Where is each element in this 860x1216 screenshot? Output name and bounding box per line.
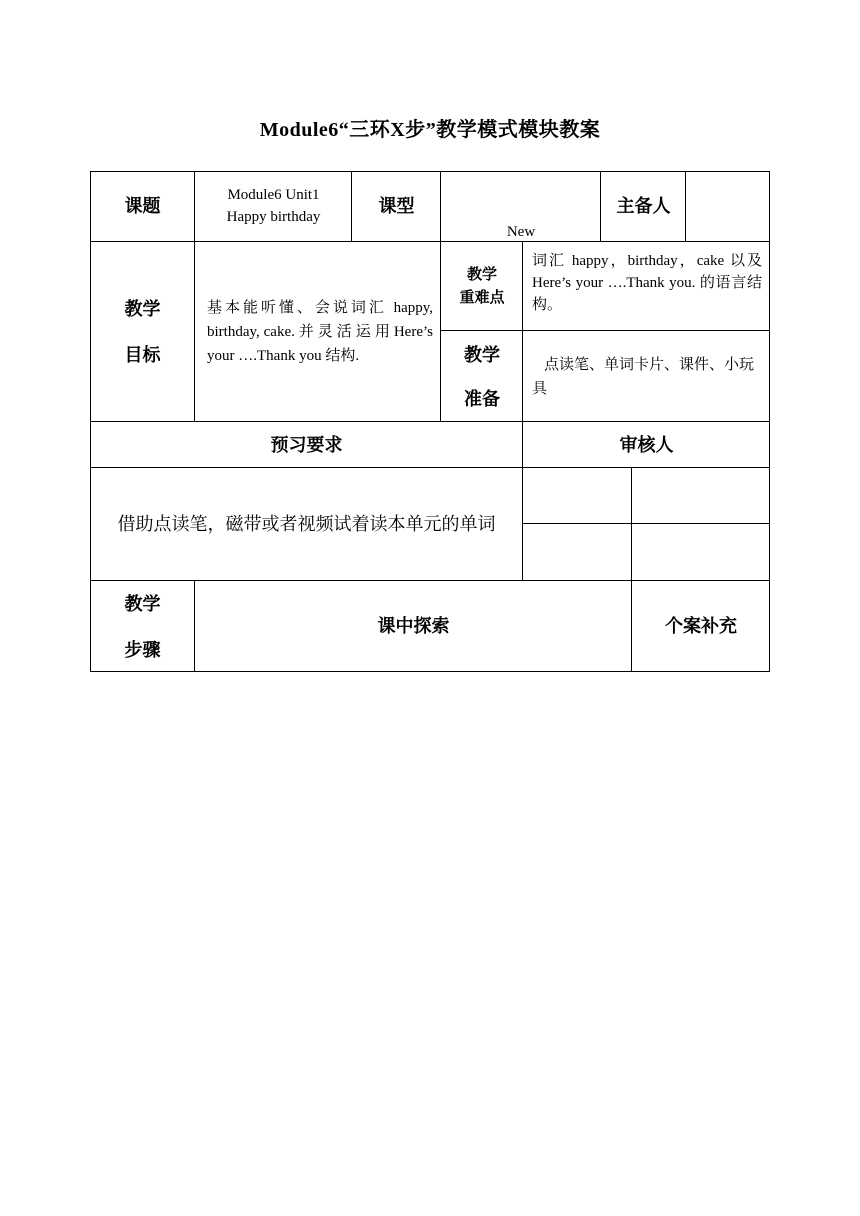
prep-text bbox=[523, 331, 770, 422]
reviewer-cell-4 bbox=[632, 524, 770, 581]
keypoints-label-line2: 重难点 bbox=[459, 289, 505, 306]
type-value-text: New bbox=[506, 223, 536, 240]
steps-label-line1: 教学 bbox=[124, 593, 161, 614]
prep-text-content: 点读笔、单词卡片、课件、小玩具 bbox=[532, 356, 755, 397]
reviewer-label: 审核人 bbox=[619, 434, 674, 455]
keypoints-label bbox=[441, 242, 523, 331]
prep-label bbox=[441, 331, 523, 422]
preview-label: 预习要求 bbox=[270, 434, 343, 455]
goal-label-line1: 教学 bbox=[124, 299, 161, 319]
preparer-value bbox=[686, 171, 770, 242]
goal-text-content: 基本能听懂、会说词汇 happy, birthday, cake. 并 灵 活 运 用 Here’s your ….Thank you 结构. bbox=[207, 300, 433, 364]
type-value bbox=[441, 171, 601, 242]
goal-label bbox=[90, 242, 195, 422]
type-label: 课型 bbox=[378, 196, 415, 216]
steps-label bbox=[90, 581, 195, 672]
keypoints-text-content: 词汇 happy，birthday，cake 以及 Here’s your ….Thank you. 的语言结构。 bbox=[532, 253, 762, 313]
keypoints-text bbox=[523, 242, 770, 331]
reviewer-cell-1 bbox=[523, 468, 632, 524]
preparer-label: 主备人 bbox=[616, 196, 671, 216]
topic-value-line2: Happy birthday bbox=[226, 208, 321, 225]
preview-text: 借助点读笔，磁带或者视频试着读本单元的单词 bbox=[117, 514, 496, 535]
prep-label-line2: 准备 bbox=[464, 388, 500, 409]
topic-value bbox=[195, 171, 352, 242]
steps-label-line2: 步骤 bbox=[124, 639, 161, 660]
explore-label: 课中探索 bbox=[377, 616, 450, 636]
reviewer-cell-3 bbox=[523, 524, 632, 581]
page-title: Module6“三环X步”教学模式模块教案 bbox=[259, 119, 601, 141]
keypoints-label-line1: 教学 bbox=[466, 266, 497, 283]
goal-label-line2: 目标 bbox=[124, 345, 161, 365]
lesson-plan-table bbox=[90, 171, 770, 672]
topic-value-line1: Module6 Unit1 bbox=[227, 186, 320, 203]
goal-text bbox=[195, 242, 441, 422]
prep-label-line1: 教学 bbox=[464, 344, 500, 365]
topic-label: 课题 bbox=[124, 196, 161, 216]
supplement-label: 个案补充 bbox=[665, 616, 737, 636]
reviewer-cell-2 bbox=[632, 468, 770, 524]
